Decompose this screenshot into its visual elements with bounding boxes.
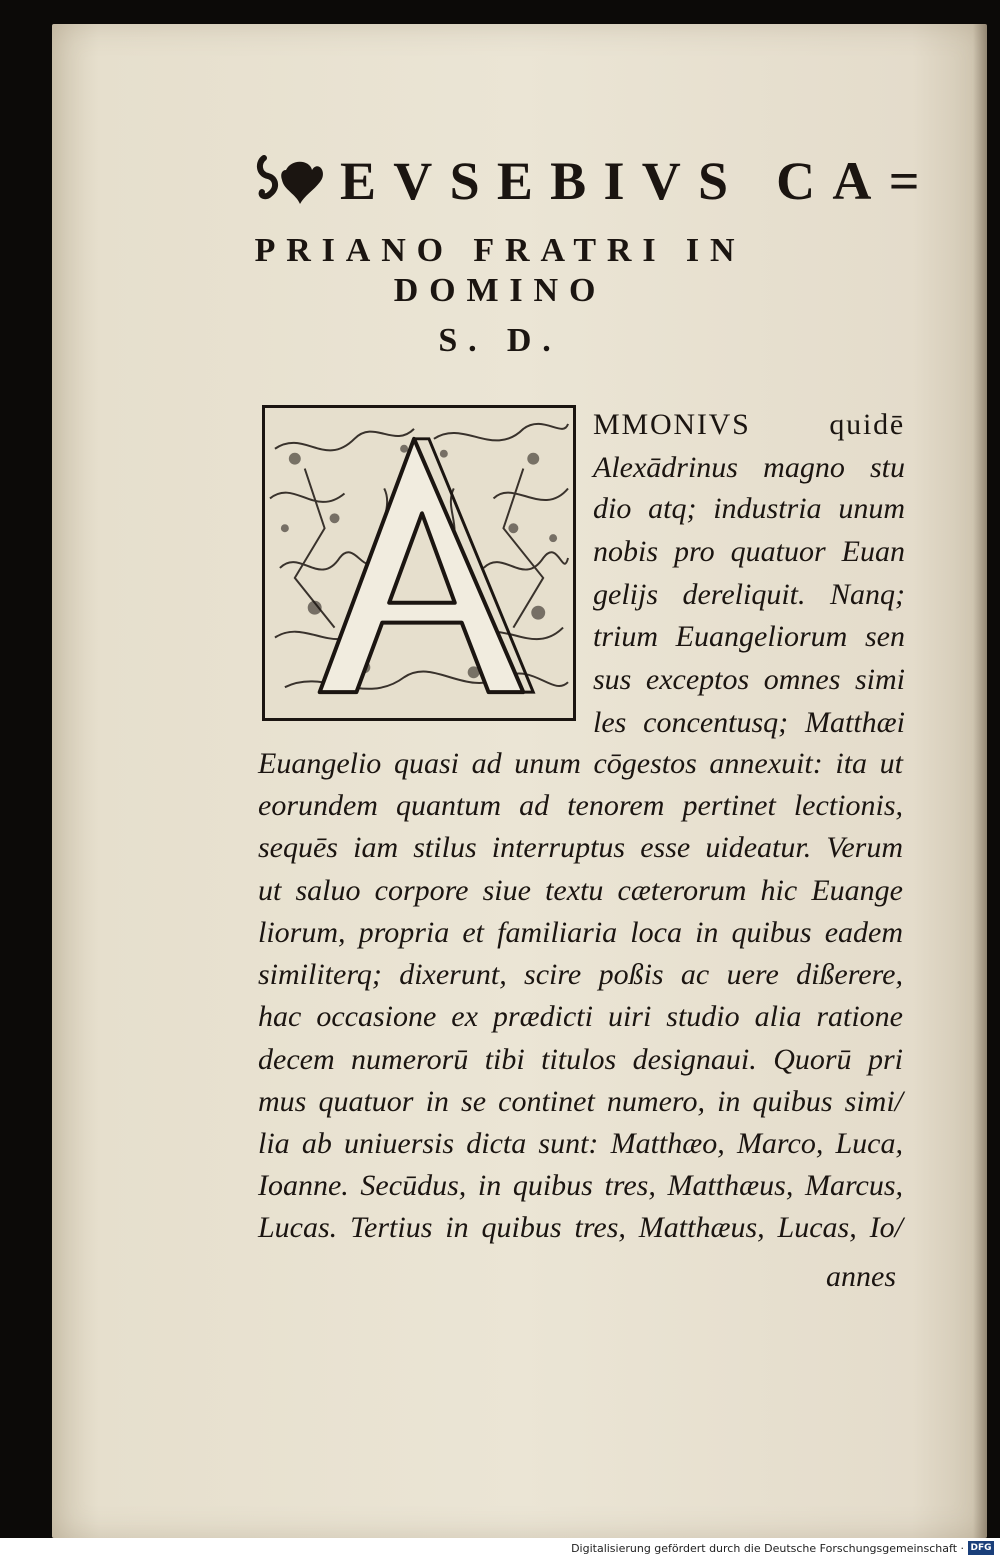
- footer-credit: Digitalisierung gefördert durch die Deutsche Forschungsgemeinschaft ·: [571, 1542, 964, 1555]
- body-line: hac occasione ex prædicti uiri studio alia ratione: [258, 1000, 903, 1033]
- body-line: decem numerorū tibi titulos designaui. Quorū pri: [258, 1043, 903, 1076]
- body-line: eorundem quantum ad tenorem pertinet lectionis,: [258, 789, 903, 822]
- woodcut-initial-icon: [265, 408, 573, 718]
- title-line-4: S. D.: [438, 322, 562, 359]
- body-line: Ioanne. Secūdus, in quibus tres, Matthæus, Marcus,: [258, 1169, 903, 1202]
- body-line: liorum, propria et familiaria loca in quibus eadem: [258, 916, 903, 949]
- body-line: Alexādrinus magno stu: [593, 451, 905, 484]
- body-line: gelijs dereliquit. Nanq;: [593, 578, 905, 611]
- body-line: MMONIVS quidē: [593, 408, 905, 441]
- body-line: nobis pro quatuor Euan: [593, 535, 905, 568]
- body-line: les concentusq; Matthæi: [593, 706, 905, 739]
- body-line: dio atq; industria unum: [593, 492, 905, 525]
- body-line: trium Euangeliorum sen: [593, 620, 905, 653]
- body-line: sequēs iam stilus interruptus esse uideatur. Verum: [258, 831, 903, 864]
- title-line-2: PRIANO FRATRI IN: [254, 232, 746, 269]
- body-line: mus quatuor in se continet numero, in quibus simi/: [258, 1085, 903, 1118]
- body-line: ut saluo corpore siue textu cæterorum hic Euange: [258, 874, 903, 907]
- title-line-3: DOMINO: [393, 272, 607, 309]
- catchword: annes: [826, 1260, 896, 1293]
- body-line: lia ab uniuersis dicta sunt: Matthæo, Marco, Luca,: [258, 1127, 903, 1160]
- woodcut-initial: [262, 405, 576, 721]
- body-line: Euangelio quasi ad unum cōgestos annexuit: ita ut: [258, 747, 903, 780]
- body-line: sus exceptos omnes simi: [593, 663, 905, 696]
- body-line: similiterq; dixerunt, scire poßis ac uere dißerere,: [258, 958, 903, 991]
- body-line: Lucas. Tertius in quibus tres, Matthæus, Lucas, Io/: [258, 1211, 903, 1244]
- dfg-logo: DFG: [968, 1541, 994, 1555]
- title-line-1: EVSEBIVS CA=: [340, 151, 937, 211]
